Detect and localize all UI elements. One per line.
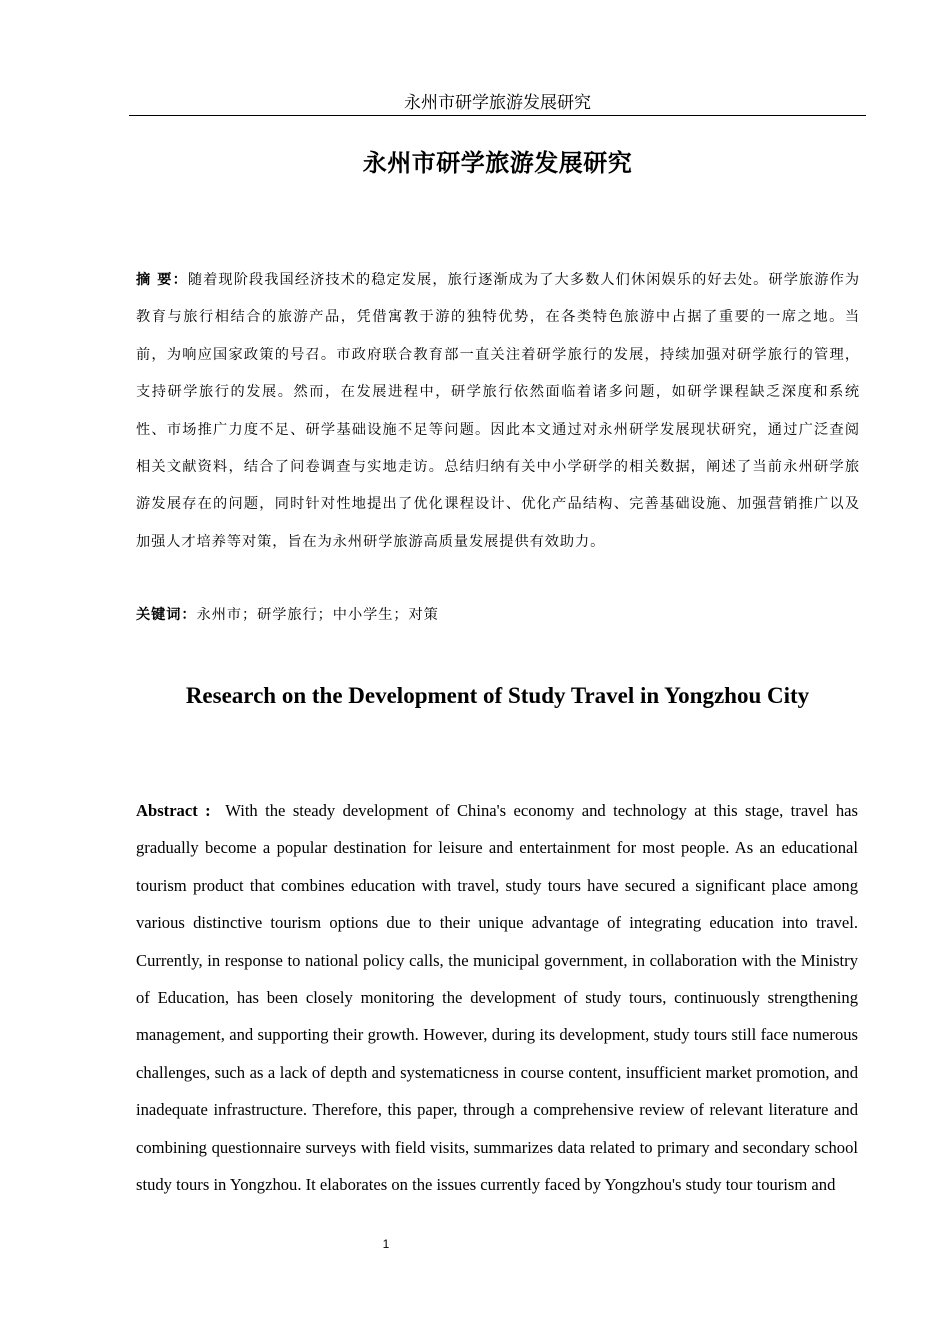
chinese-abstract — [136, 262, 860, 561]
english-abstract-label: Abstract : — [136, 801, 211, 820]
running-header: 永州市研学旅游发展研究 — [129, 92, 866, 116]
english-abstract-text: With the steady development of China's economy and technology at this stage, travel has gradually become a popular destination for leisure and entertainment for most people. As an educational tourism product that combines education with travel, study tours have secured a significant place among various distinctive tourism options due to their unique advantage of integrating education into travel. Currently, in response to national policy calls, the municipal government, in collaboration with the Ministry of Education, has been closely monitoring the development of study tours, continuously strengthening management, and supporting their growth. However, during its development, study tours still face numerous challenges, such as a lack of depth and systematicness in course content, insufficient market promotion, and inadequate infrastructure. Therefore, this paper, through a comprehensive review of relevant literature and combining questionnaire surveys with field visits, summarizes data related to primary and secondary school study tours in Yongzhou. It elaborates on the issues currently faced by Yongzhou's study tour tourism and — [136, 801, 858, 1195]
page-number: 1 — [382, 1237, 390, 1251]
chinese-abstract-text: 随着现阶段我国经济技术的稳定发展，旅行逐渐成为了大多数人们休闲娱乐的好去处。研学旅游作为教育与旅行相结合的旅游产品，凭借寓教于游的独特优势，在各类特色旅游中占据了重要的一席之地。当前，为响应国家政策的号召。市政府联合教育部一直关注着研学旅行的发展，持续加强对研学旅行的管理，支持研学旅行的发展。然而，在发展进程中，研学旅行依然面临着诸多问题，如研学课程缺乏深度和系统性、市场推广力度不足、研学基础设施不足等问题。因此本文通过对永州研学发展现状研究，通过广泛查阅相关文献资料，结合了问卷调查与实地走访。总结归纳有关中小学研学的相关数据，阐述了当前永州研学旅游发展存在的问题，同时针对性地提出了优化课程设计、优化产品结构、完善基础设施、加强营销推广以及加强人才培养等对策，旨在为永州研学旅游高质量发展提供有效助力。 — [136, 272, 860, 550]
english-abstract — [136, 792, 858, 1203]
chinese-title: 永州市研学旅游发展研究 — [362, 149, 633, 177]
chinese-keywords-label: 关键词： — [136, 607, 197, 623]
chinese-abstract-label: 摘 要： — [136, 272, 188, 288]
chinese-keywords — [136, 598, 860, 632]
english-title: Research on the Development of Study Travel in Yongzhou City — [185, 683, 810, 708]
chinese-keywords-text: 永州市；研学旅行；中小学生；对策 — [196, 607, 439, 623]
